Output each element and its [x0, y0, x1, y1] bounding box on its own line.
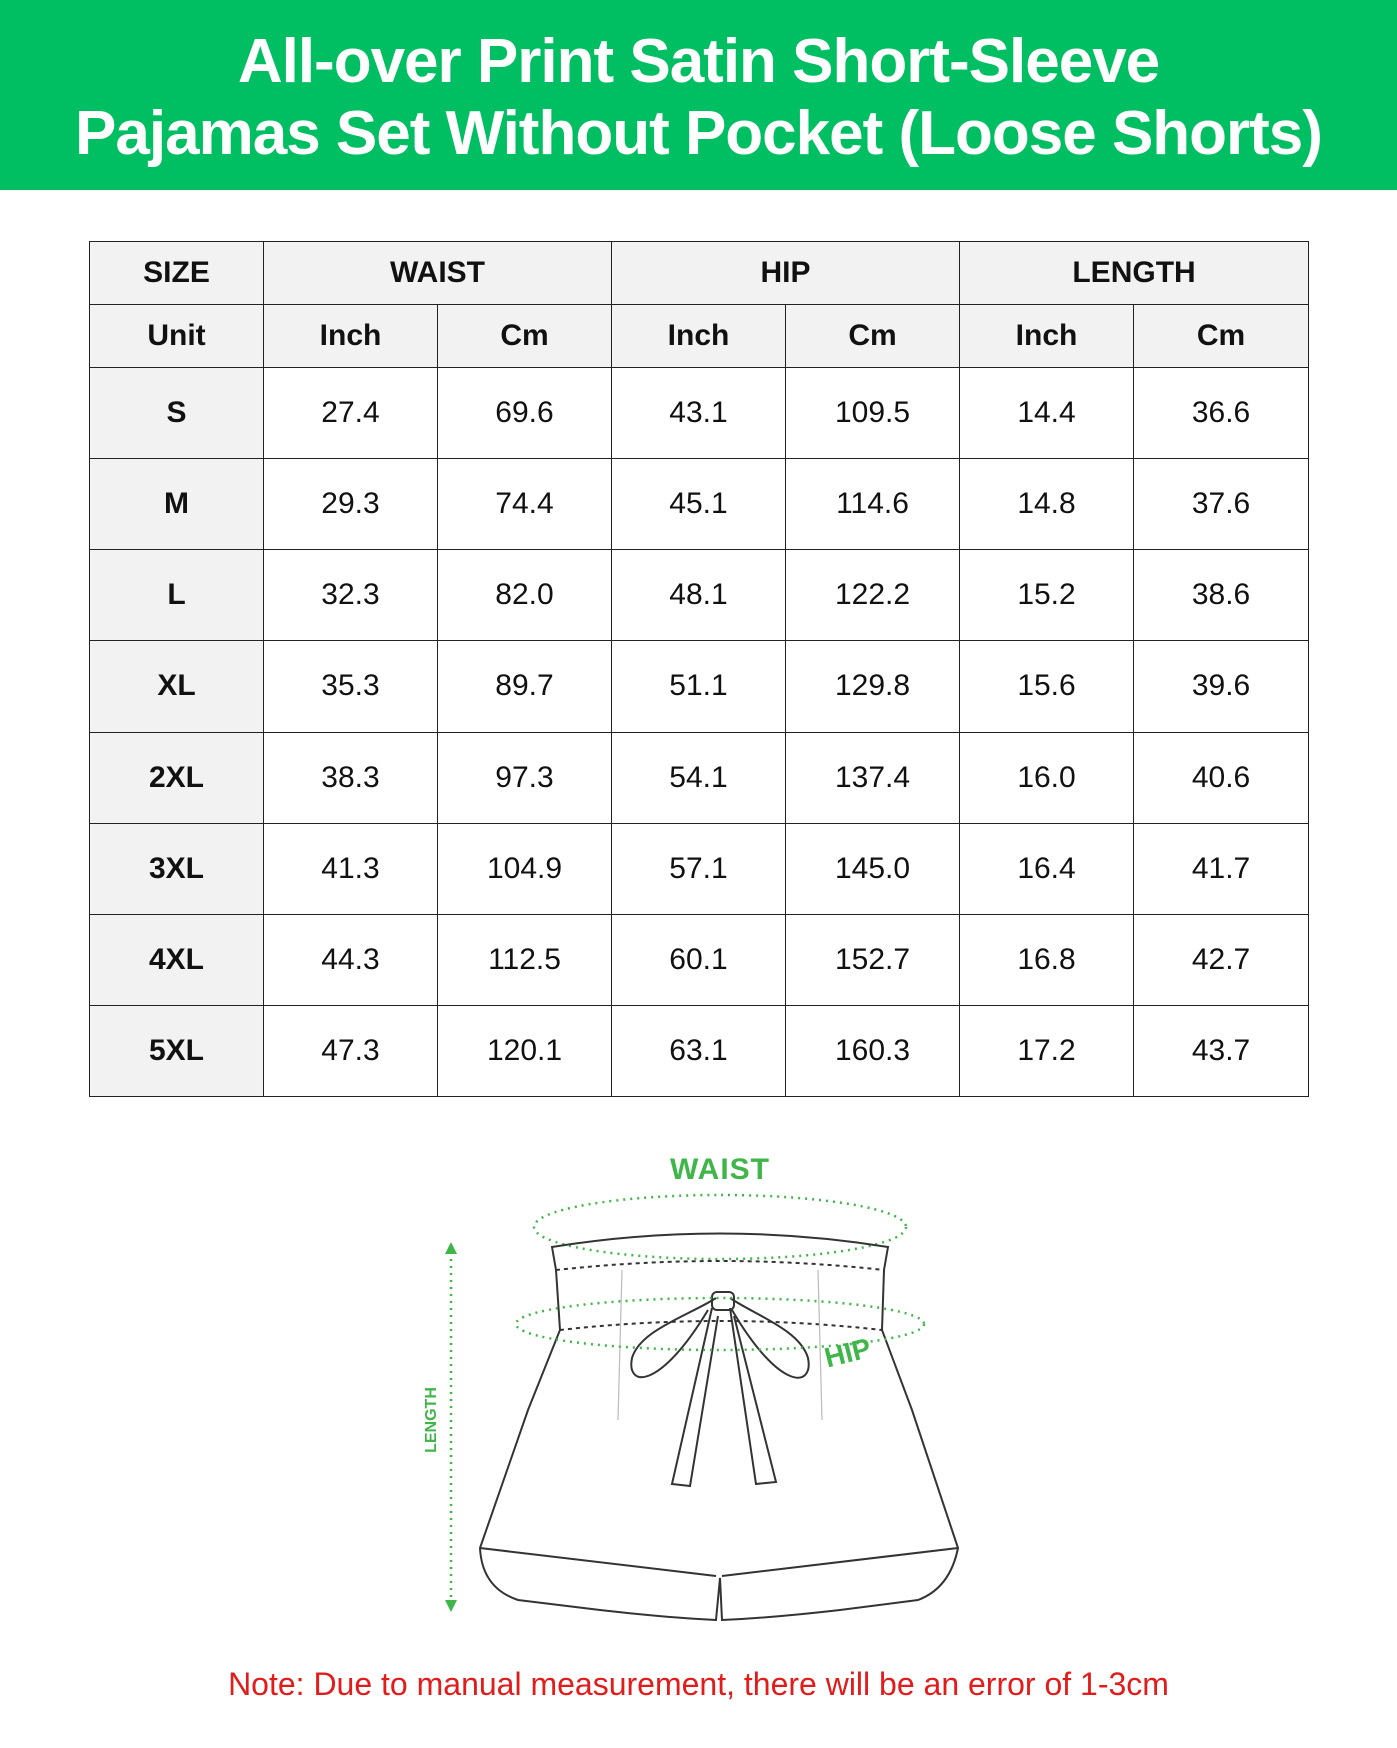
table-row — [90, 823, 1309, 914]
measurement-cell: 36.6 — [1134, 368, 1309, 459]
measurement-cell: 29.3 — [264, 459, 438, 550]
measurement-cell: 63.1 — [612, 1005, 786, 1096]
size-rows — [90, 368, 1309, 1097]
measurement-cell: 54.1 — [612, 732, 786, 823]
measurement-diagram — [0, 1130, 1397, 1650]
measurement-cell: 16.0 — [960, 732, 1134, 823]
measurement-cell: 57.1 — [612, 823, 786, 914]
measurement-cell: 15.6 — [960, 641, 1134, 732]
measurement-cell: 14.8 — [960, 459, 1134, 550]
measurement-cell: 44.3 — [264, 914, 438, 1005]
title-banner — [0, 0, 1397, 190]
size-chart-table — [89, 241, 1309, 1097]
shorts-drawing — [480, 1234, 958, 1621]
measurement-cell: 160.3 — [786, 1005, 960, 1096]
measurement-cell: 38.3 — [264, 732, 438, 823]
measurement-cell: 82.0 — [438, 550, 612, 641]
title-line-1: All-over Print Satin Short-Sleeve — [237, 27, 1160, 96]
measurement-cell: 45.1 — [612, 459, 786, 550]
measurement-cell: 27.4 — [264, 368, 438, 459]
measurement-cell: 16.4 — [960, 823, 1134, 914]
measurement-cell: 97.3 — [438, 732, 612, 823]
measurement-cell: 40.6 — [1134, 732, 1309, 823]
measurement-cell: 109.5 — [786, 368, 960, 459]
size-label-cell: 5XL — [90, 1005, 264, 1096]
table-row — [90, 641, 1309, 732]
measurement-cell: 51.1 — [612, 641, 786, 732]
table-row — [90, 914, 1309, 1005]
measurement-cell: 69.6 — [438, 368, 612, 459]
measurement-cell: 38.6 — [1134, 550, 1309, 641]
measurement-cell: 42.7 — [1134, 914, 1309, 1005]
measurement-cell: 41.7 — [1134, 823, 1309, 914]
measurement-cell: 35.3 — [264, 641, 438, 732]
table-row — [90, 368, 1309, 459]
header-hip: HIP — [612, 242, 960, 305]
measurement-cell: 16.8 — [960, 914, 1134, 1005]
unit-waist-cm: Cm — [438, 305, 612, 368]
size-label-cell: 2XL — [90, 732, 264, 823]
unit-hip-cm: Cm — [786, 305, 960, 368]
measurement-cell: 43.7 — [1134, 1005, 1309, 1096]
header-size: SIZE — [90, 242, 264, 305]
measurement-cell: 32.3 — [264, 550, 438, 641]
unit-length-cm: Cm — [1134, 305, 1309, 368]
measurement-cell: 47.3 — [264, 1005, 438, 1096]
measurement-cell: 39.6 — [1134, 641, 1309, 732]
measurement-cell: 60.1 — [612, 914, 786, 1005]
measurement-cell: 37.6 — [1134, 459, 1309, 550]
measurement-cell: 120.1 — [438, 1005, 612, 1096]
table-row — [90, 1005, 1309, 1096]
measurement-note: Note: Due to manual measurement, there will be an error of 1-3cm — [228, 1666, 1169, 1702]
size-label-cell: M — [90, 459, 264, 550]
measurement-cell: 104.9 — [438, 823, 612, 914]
unit-hip-inch: Inch — [612, 305, 786, 368]
size-label-cell: L — [90, 550, 264, 641]
size-label-cell: XL — [90, 641, 264, 732]
size-label-cell: 3XL — [90, 823, 264, 914]
header-waist: WAIST — [264, 242, 612, 305]
length-label: LENGTH — [423, 1387, 440, 1453]
measurement-cell: 152.7 — [786, 914, 960, 1005]
measurement-cell: 145.0 — [786, 823, 960, 914]
measurement-cell: 48.1 — [612, 550, 786, 641]
shorts-outline-icon — [0, 1130, 1397, 1650]
measurement-cell: 41.3 — [264, 823, 438, 914]
unit-header-row — [90, 305, 1309, 368]
table-row — [90, 732, 1309, 823]
unit-waist-inch: Inch — [264, 305, 438, 368]
waist-label: WAIST — [670, 1153, 770, 1186]
waist-measure-line — [534, 1195, 906, 1259]
header-unit: Unit — [90, 305, 264, 368]
title-line-2: Pajamas Set Without Pocket (Loose Shorts) — [75, 99, 1322, 168]
header-length: LENGTH — [960, 242, 1309, 305]
measurement-cell: 114.6 — [786, 459, 960, 550]
measurement-cell: 17.2 — [960, 1005, 1134, 1096]
measurement-cell: 14.4 — [960, 368, 1134, 459]
size-label-cell: S — [90, 368, 264, 459]
table-row — [90, 550, 1309, 641]
measurement-cell: 15.2 — [960, 550, 1134, 641]
measurement-cell: 137.4 — [786, 732, 960, 823]
measurement-cell: 122.2 — [786, 550, 960, 641]
size-label-cell: 4XL — [90, 914, 264, 1005]
unit-length-inch: Inch — [960, 305, 1134, 368]
length-measure-line — [445, 1242, 457, 1612]
measurement-cell: 129.8 — [786, 641, 960, 732]
hip-label: HIP — [821, 1332, 875, 1374]
measurement-cell: 74.4 — [438, 459, 612, 550]
table-row — [90, 459, 1309, 550]
measurement-cell: 43.1 — [612, 368, 786, 459]
group-header-row — [90, 242, 1309, 305]
measurement-cell: 112.5 — [438, 914, 612, 1005]
measurement-cell: 89.7 — [438, 641, 612, 732]
